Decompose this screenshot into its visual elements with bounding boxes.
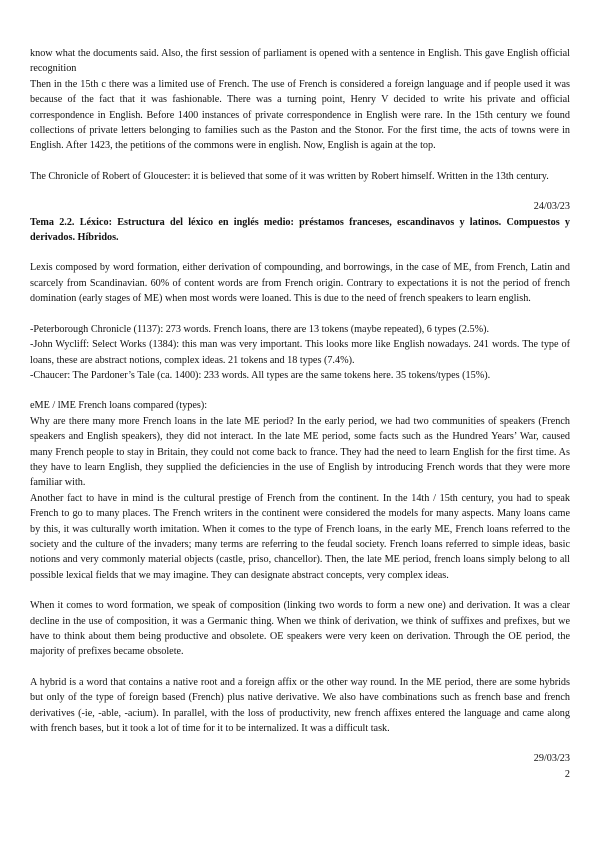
paragraph: Another fact to have in mind is the cultural prestige of French from the continent. In the 14th / 15th century, you had to speak French to go to many places. The French writers in the continent were considered the models for many aspects. Many loans came by this, it was culturally worth imitation. When it comes to the type of French loans, in the early ME, French loans referred to the society and the culture of the invaders; many terms are referring to the feudal society. French loans referred to simple ideas, basic notions and very commonly material objects (castle, priso, chancellor). Then, the late ME period, french loans simply belong to all possible lexical fields that we may imagine. They can designate abstract concepts, very complex ideas. [30,492,570,581]
spacer [30,583,570,598]
spacer [30,736,570,751]
spacer [30,307,570,322]
spacer [30,245,570,260]
paragraph: Lexis composed by word formation, either derivation of compounding, and borrowings, in the case of ME, from French, Latin and scarcely from Scandinavian. 60% of content words are from French origin. Contrary to expectations it is not the period of french domination (early stages of ME) when most words were loaned. This is due to the need of french speakers to learn english. [30,262,570,305]
paragraph: know what the documents said. Also, the first session of parliament is opened with a sentence in English. This gave English official recognition [30,48,570,75]
paragraph: Then in the 15th c there was a limited use of French. The use of French is considered a foreign language and if people used it was because of the fact that it was fashionable. There was a turning point, Henry V decided to write his private and official correspondence in English. Before 1400 instances of private correspondence in English were rare. In the 15th century we found collections of private letters belonging to families such as the Paston and the Stonor. For the first time, the acts of towns were in English. After 1423, the petitions of the commons were in english. Now, English is again at the top. [30,78,570,152]
list-item: -John Wycliff: Select Works (1384): this man was very important. This looks more like English nowadays. 241 words. The type of loans, these are abstract notions, complex ideas. 21 tokens and 18 types (7.4%). [30,339,570,366]
spacer [30,660,570,675]
date-label: 24/03/23 [533,201,570,213]
paragraph: When it comes to word formation, we speak of composition (linking two words to form a new one) and derivation. It was a clear decline in the use of composition, it was a Germanic thing. When we think of derivation, we think of suffixes and prefixes, but we have to think about them being productive and obsolete. OE speakers were very keen on derivation. Through the OE period, the majority of prefixes became obsolete. [30,600,570,658]
spacer [30,154,570,169]
date-label: 29/03/23 [533,753,570,765]
section-heading: Tema 2.2. Léxico: Estructura del léxico en inglés medio: préstamos franceses, escandinavos y latinos. Compuestos y derivados. Híbridos. [30,216,570,244]
paragraph: A hybrid is a word that contains a native root and a foreign affix or the other way round. In the ME period, there are some hybrids but only of the type of foreign based (French) plus native derivative. We also have combinations such as french base and french derivatives (-ie, -able, -acium). In parallel, with the loss of productivity, new french affixes entered the language and came along with french bases, but it took a lot of time for it to be internalized. It was a difficult task. [30,676,570,735]
paragraph: Why are there many more French loans in the late ME period? In the early period, we had two communities of speakers (French speakers and English speakers), they did not interact. In the late ME period, some facts such as the Hundred Years’ War, caused many French people to stay in Britain, they could not come back to france. They had the need to learn English for the first time. As they have to learn English, they supplied the deficiencies in the use of English by introducing French words that they were more familiar with. [30,415,570,489]
spacer [30,184,570,199]
list-item: -Chaucer: The Pardoner’s Tale (ca. 1400): 233 words. All types are the same tokens here. 35 tokens/types (15%). [30,369,491,381]
spacer [30,383,570,398]
paragraph: eME / lME French loans compared (types): [30,400,208,412]
paragraph: The Chronicle of Robert of Gloucester: it is believed that some of it was written by Robert himself. Written in the 13th century. [30,170,549,182]
page-number: 2 [564,768,570,780]
list-item: -Peterborough Chronicle (1137): 273 words. French loans, there are 13 tokens (maybe repeated), 6 types (2.5%). [30,323,490,335]
